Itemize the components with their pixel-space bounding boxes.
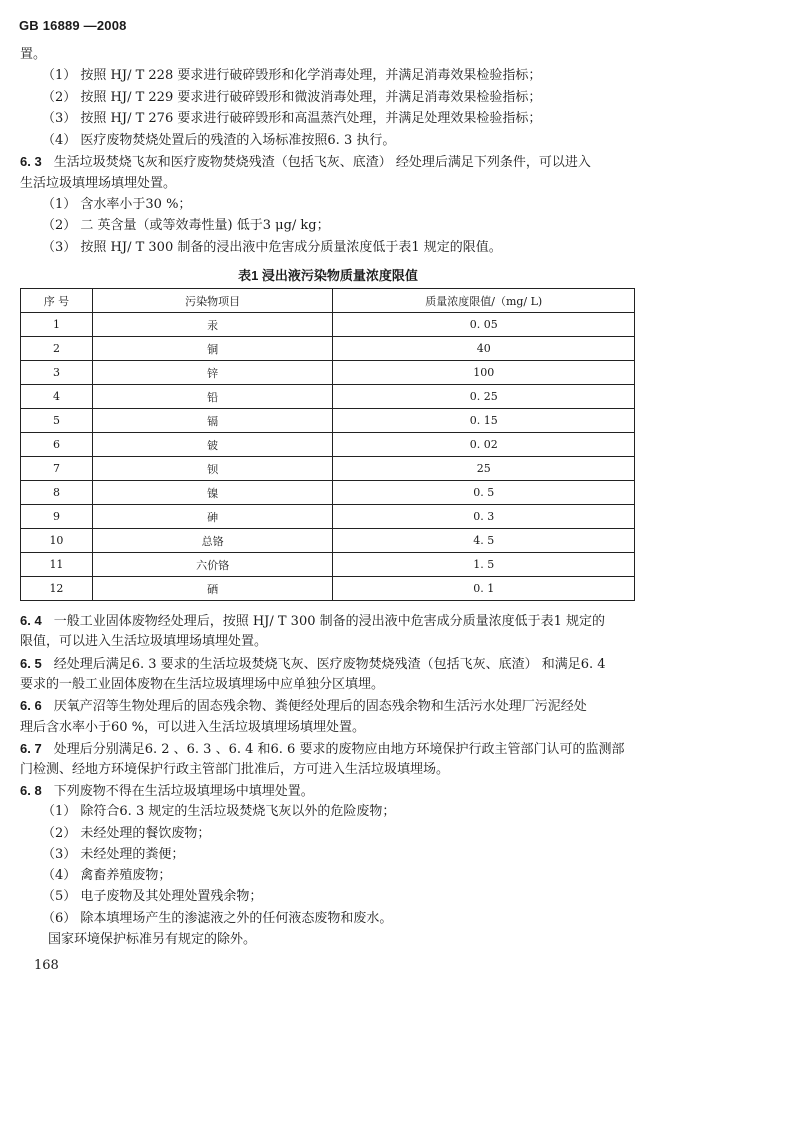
continued-text: 置。: [20, 47, 47, 62]
clause-number: 6. 4: [20, 613, 42, 628]
clause-text-cont: 生活垃圾填埋场填埋处置。: [20, 176, 177, 191]
cell-limit: 0. 5: [333, 481, 635, 505]
table-header-row: [21, 289, 635, 313]
cell-limit: 1. 5: [333, 553, 635, 577]
table-row: [21, 505, 635, 529]
cell-limit: 0. 1: [333, 577, 635, 601]
cell-limit: 0. 25: [333, 385, 635, 409]
closing-note: 国家环境保护标准另有规定的除外。: [48, 932, 257, 947]
clause-text-cont: 理后含水率小于60 %，可以进入生活垃圾填埋场填埋处置。: [20, 720, 366, 735]
table-row: [21, 361, 635, 385]
clause-6-4: [20, 612, 605, 631]
header-cell-seq: 序 号: [21, 289, 93, 313]
table-row: [21, 553, 635, 577]
cell-pollutant: 铅: [92, 385, 333, 409]
clause-number: 6. 7: [20, 741, 42, 756]
clause-text: 生活垃圾焚烧飞灰和医疗废物焚烧残渣（包括飞灰、底渣） 经处理后满足下列条件，可以进入: [53, 155, 591, 170]
header-cell-pollutant: 污染物项目: [92, 289, 333, 313]
clause-number: 6. 6: [20, 698, 42, 713]
table-row: [21, 409, 635, 433]
cell-seq: 9: [21, 505, 93, 529]
cell-pollutant: 总铬: [92, 529, 333, 553]
cell-pollutant: 镍: [92, 481, 333, 505]
list-item: （5） 电子废物及其处理处置残余物；: [42, 889, 263, 904]
clause-text: 厌氧产沼等生物处理后的固态残余物、粪便经处理后的固态残余物和生活污水处理厂污泥经处: [53, 699, 587, 714]
standard-code-header: GB 16889 —2008: [19, 18, 127, 33]
list-item: （3） 按照 HJ/ T 276 要求进行破碎毁形和高温蒸汽处理，并满足处理效果检验指标；: [42, 111, 542, 126]
cell-seq: 1: [21, 313, 93, 337]
cell-limit: 0. 15: [333, 409, 635, 433]
cell-seq: 8: [21, 481, 93, 505]
table-row: [21, 385, 635, 409]
cell-pollutant: 铍: [92, 433, 333, 457]
cell-limit: 0. 05: [333, 313, 635, 337]
page-number: 168: [34, 958, 59, 973]
table-row: [21, 481, 635, 505]
clause-number: 6. 3: [20, 154, 42, 169]
clause-6-5: [20, 655, 606, 674]
cell-pollutant: 硒: [92, 577, 333, 601]
cell-pollutant: 铜: [92, 337, 333, 361]
clause-text-cont: 限值，可以进入生活垃圾填埋场填埋处置。: [20, 634, 268, 649]
list-item: （4） 禽畜养殖废物；: [42, 868, 172, 883]
list-item: （3） 未经处理的粪便；: [42, 847, 185, 862]
clause-text-cont: 门检测、经地方环境保护行政主管部门批准后，方可进入生活垃圾填埋场。: [20, 762, 450, 777]
cell-limit: 40: [333, 337, 635, 361]
table-title: 表1 浸出液污染物质量浓度限值: [238, 268, 418, 283]
clause-number: 6. 5: [20, 656, 42, 671]
cell-limit: 0. 02: [333, 433, 635, 457]
clause-6-7: [20, 740, 624, 759]
clause-6-6: [20, 697, 587, 716]
list-item: （4） 医疗废物焚烧处置后的残渣的入场标准按照6. 3 执行。: [42, 133, 396, 148]
table-row: [21, 313, 635, 337]
cell-seq: 4: [21, 385, 93, 409]
table-row: [21, 529, 635, 553]
list-item: （2） 按照 HJ/ T 229 要求进行破碎毁形和微波消毒处理，并满足消毒效果检验指标；: [42, 90, 542, 105]
list-item: （1） 含水率小于30 %；: [42, 197, 192, 212]
header-cell-limit: 质量浓度限值/（mg/ L): [333, 289, 635, 313]
cell-seq: 11: [21, 553, 93, 577]
cell-seq: 7: [21, 457, 93, 481]
clause-6-3: [20, 153, 591, 172]
cell-seq: 10: [21, 529, 93, 553]
cell-limit: 0. 3: [333, 505, 635, 529]
cell-pollutant: 镉: [92, 409, 333, 433]
cell-pollutant: 汞: [92, 313, 333, 337]
list-item: （6） 除本填埋场产生的渗滤液之外的任何液态废物和废水。: [42, 911, 393, 926]
cell-seq: 6: [21, 433, 93, 457]
cell-pollutant: 钡: [92, 457, 333, 481]
table-row: [21, 457, 635, 481]
cell-pollutant: 砷: [92, 505, 333, 529]
table-row: [21, 433, 635, 457]
cell-pollutant: 六价铬: [92, 553, 333, 577]
cell-limit: 25: [333, 457, 635, 481]
clause-text: 处理后分别满足6. 2 、6. 3 、6. 4 和6. 6 要求的废物应由地方环境保护行政主管部门认可的监测部: [53, 742, 625, 757]
cell-seq: 2: [21, 337, 93, 361]
list-item: （1） 按照 HJ/ T 228 要求进行破碎毁形和化学消毒处理，并满足消毒效果检验指标；: [42, 68, 542, 83]
table-row: [21, 577, 635, 601]
cell-limit: 4. 5: [333, 529, 635, 553]
cell-limit: 100: [333, 361, 635, 385]
cell-pollutant: 锌: [92, 361, 333, 385]
list-item: （1） 除符合6. 3 规定的生活垃圾焚烧飞灰以外的危险废物；: [42, 804, 396, 819]
list-item: （2） 未经处理的餐饮废物；: [42, 826, 211, 841]
table-row: [21, 337, 635, 361]
cell-seq: 5: [21, 409, 93, 433]
leachate-limit-table: [20, 288, 635, 601]
clause-text: 经处理后满足6. 3 要求的生活垃圾焚烧飞灰、医疗废物焚烧残渣（包括飞灰、底渣） 和满足6. 4: [53, 657, 606, 672]
cell-seq: 3: [21, 361, 93, 385]
clause-text: 一般工业固体废物经处理后，按照 HJ/ T 300 制备的浸出液中危害成分质量浓度低于表1 规定的: [53, 614, 606, 629]
clause-text-cont: 要求的一般工业固体废物在生活垃圾填埋场中应单独分区填埋。: [20, 677, 385, 692]
list-item: （2） 二 英含量（或等效毒性量) 低于3 μg/ kg；: [42, 218, 330, 233]
clause-text: 下列废物不得在生活垃圾填埋场中填埋处置。: [53, 784, 314, 799]
cell-seq: 12: [21, 577, 93, 601]
clause-number: 6. 8: [20, 783, 42, 798]
clause-6-8: [20, 782, 314, 801]
list-item: （3） 按照 HJ/ T 300 制备的浸出液中危害成分质量浓度低于表1 规定的限值。: [42, 240, 502, 255]
